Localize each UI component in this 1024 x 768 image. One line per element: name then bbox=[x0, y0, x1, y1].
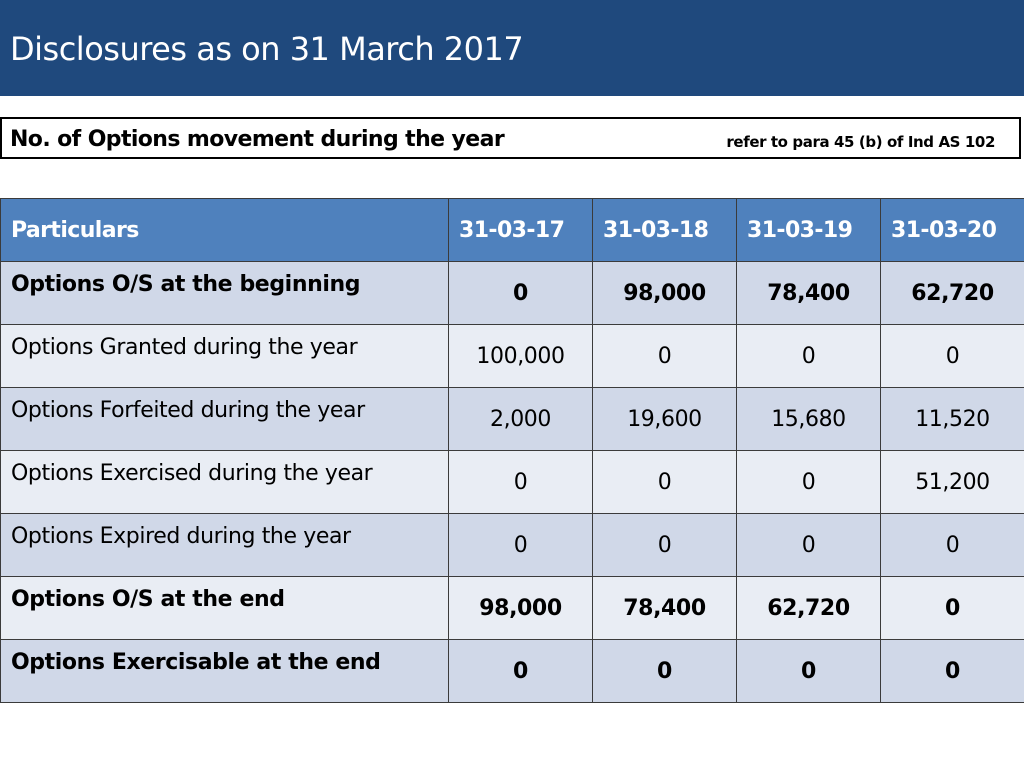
cell-value: 98,000 bbox=[593, 262, 737, 325]
row-label: Options Granted during the year bbox=[1, 325, 449, 388]
table-header-row bbox=[1, 199, 1024, 262]
cell-value: 0 bbox=[737, 514, 881, 577]
title-bar bbox=[0, 0, 1024, 96]
table-row bbox=[1, 640, 1024, 703]
cell-value: 0 bbox=[449, 451, 593, 514]
cell-value: 0 bbox=[881, 577, 1024, 640]
subheader-title: No. of Options movement during the year bbox=[10, 127, 505, 152]
cell-value: 98,000 bbox=[449, 577, 593, 640]
cell-value: 0 bbox=[449, 514, 593, 577]
cell-value: 0 bbox=[881, 325, 1024, 388]
cell-value: 2,000 bbox=[449, 388, 593, 451]
row-label: Options O/S at the end bbox=[1, 577, 449, 640]
table-row bbox=[1, 514, 1024, 577]
cell-value: 0 bbox=[881, 640, 1024, 703]
row-label: Options Exercised during the year bbox=[1, 451, 449, 514]
cell-value: 51,200 bbox=[881, 451, 1024, 514]
table-row bbox=[1, 451, 1024, 514]
cell-value: 78,400 bbox=[593, 577, 737, 640]
cell-value: 78,400 bbox=[737, 262, 881, 325]
header-31-03-17: 31-03-17 bbox=[449, 199, 593, 262]
cell-value: 0 bbox=[593, 451, 737, 514]
table-row bbox=[1, 262, 1024, 325]
cell-value: 19,600 bbox=[593, 388, 737, 451]
cell-value: 62,720 bbox=[737, 577, 881, 640]
cell-value: 100,000 bbox=[449, 325, 593, 388]
row-label: Options Forfeited during the year bbox=[1, 388, 449, 451]
cell-value: 0 bbox=[737, 325, 881, 388]
row-label: Options Exercisable at the end bbox=[1, 640, 449, 703]
table-row bbox=[1, 577, 1024, 640]
cell-value: 11,520 bbox=[881, 388, 1024, 451]
header-particulars: Particulars bbox=[1, 199, 449, 262]
cell-value: 0 bbox=[881, 514, 1024, 577]
page-title: Disclosures as on 31 March 2017 bbox=[10, 30, 524, 68]
header-31-03-19: 31-03-19 bbox=[737, 199, 881, 262]
cell-value: 62,720 bbox=[881, 262, 1024, 325]
cell-value: 0 bbox=[593, 325, 737, 388]
header-31-03-20: 31-03-20 bbox=[881, 199, 1024, 262]
cell-value: 0 bbox=[449, 640, 593, 703]
cell-value: 0 bbox=[593, 640, 737, 703]
cell-value: 0 bbox=[449, 262, 593, 325]
row-label: Options Expired during the year bbox=[1, 514, 449, 577]
table-row bbox=[1, 388, 1024, 451]
cell-value: 0 bbox=[737, 451, 881, 514]
subheader-reference: refer to para 45 (b) of Ind AS 102 bbox=[726, 133, 995, 151]
row-label: Options O/S at the beginning bbox=[1, 262, 449, 325]
cell-value: 0 bbox=[593, 514, 737, 577]
subheader-box bbox=[0, 117, 1021, 159]
table-row bbox=[1, 325, 1024, 388]
header-31-03-18: 31-03-18 bbox=[593, 199, 737, 262]
cell-value: 0 bbox=[737, 640, 881, 703]
cell-value: 15,680 bbox=[737, 388, 881, 451]
options-movement-table bbox=[0, 198, 1024, 703]
